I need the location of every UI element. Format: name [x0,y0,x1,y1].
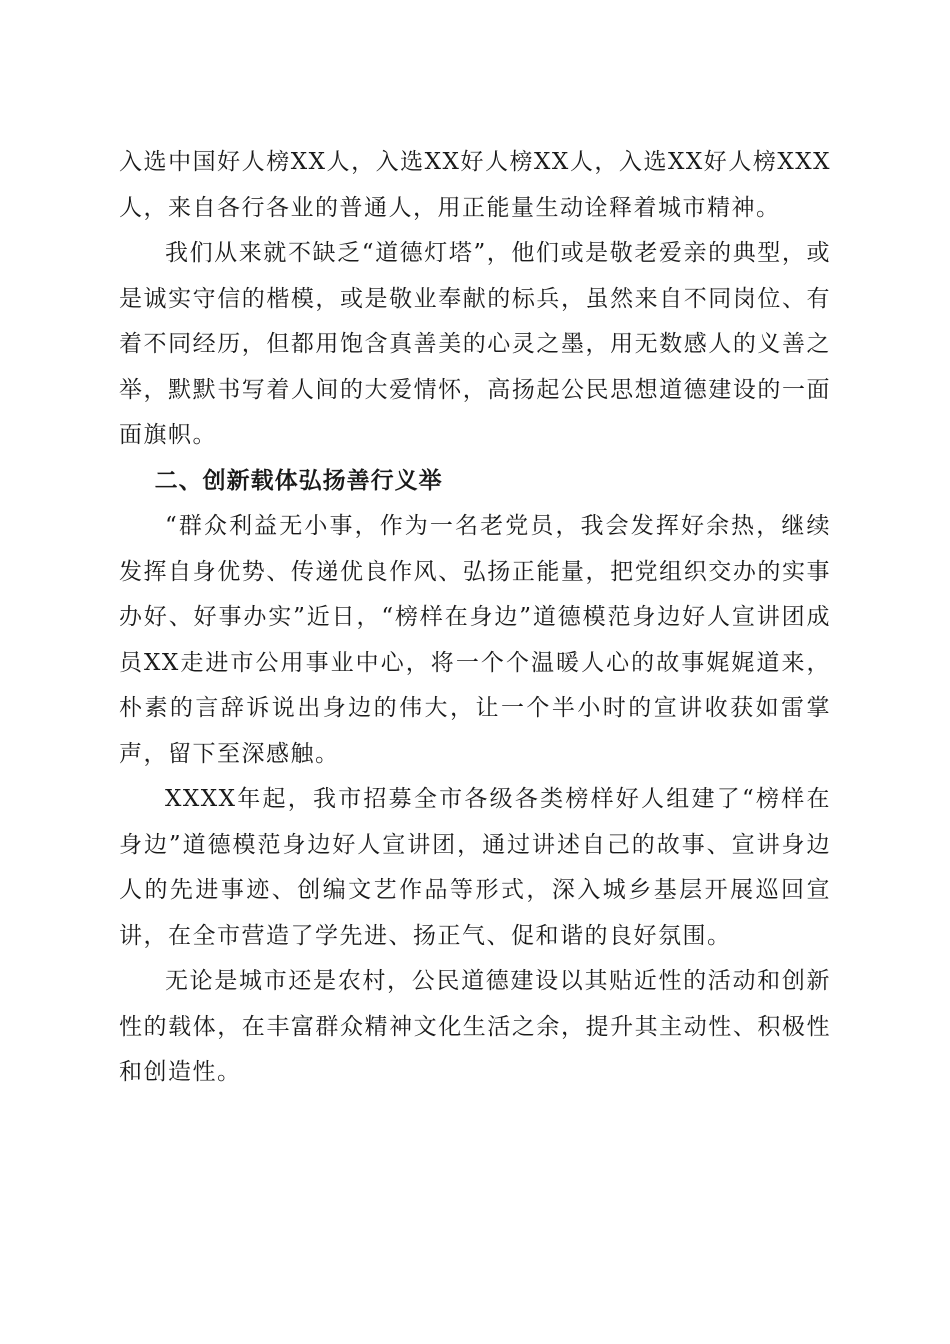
paragraph-quote-party-member: “群众利益无小事，作为一名老党员，我会发挥好余热，继续发挥自身优势、传递优良作风、弘扬正能量，把党组织交办的实事办好、好事办实”近日，“榜样在身边”道德模范身边好人宣讲团成员XX走进市公用事业中心，将一个个温暖人心的故事娓娓道来，朴素的言辞诉说出身边的伟大，让一个半小时的宣讲收获如雷掌声，留下至深感触。 [119,513,831,767]
paragraph-continuation: 入选中国好人榜XX人，入选XX好人榜XX人，入选XX好人榜XXX人，来自各行各业的普通人，用正能量生动诠释着城市精神。 [119,149,831,221]
section-heading: 二、创新载体弘扬善行义举 [154,467,443,494]
paragraph-city-and-village: 无论是城市还是农村，公民道德建设以其贴近性的活动和创新性的载体，在丰富群众精神文化生活之余，提升其主动性、积极性和创造性。 [119,968,831,1085]
paragraph-lecture-group: XXXX年起，我市招募全市各级各类榜样好人组建了“榜样在身边”道德模范身边好人宣讲团，通过讲述自己的故事、宣讲身边人的先进事迹、创编文艺作品等形式，深入城乡基层开展巡回宣讲，在全市营造了学先进、扬正气、促和谐的良好氛围。 [119,786,831,949]
document-body [119,140,831,1096]
paragraph-moral-lighthouse: 我们从来就不缺乏“道德灯塔”，他们或是敬老爱亲的典型，或是诚实守信的楷模，或是敬业奉献的标兵，虽然来自不同岗位、有着不同经历，但都用饱含真善美的心灵之墨，用无数感人的义善之举，默默书写着人间的大爱情怀，高扬起公民思想道德建设的一面面旗帜。 [119,240,831,448]
